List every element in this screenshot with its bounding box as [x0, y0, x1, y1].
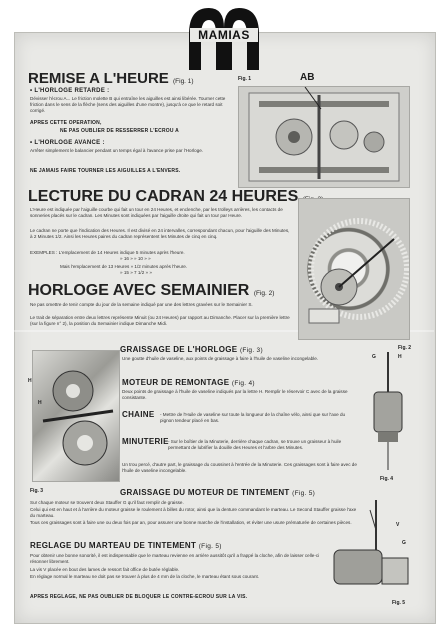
fig2-dial-photo — [298, 198, 410, 340]
graissage-horloge-title-text: GRAISSAGE DE L'HORLOGE — [120, 345, 238, 354]
moteur-remontage-title-text: MOTEUR DE REMONTAGE — [122, 378, 230, 387]
fig3-label-h1: H — [28, 378, 32, 384]
fig3-mechanism-drawing — [33, 351, 119, 481]
tintement-graissage-title — [120, 488, 315, 497]
remise-fig-ref: (Fig. 1) — [172, 78, 194, 85]
graissage-horloge-title — [120, 345, 263, 354]
fig5-label: Fig. 5 — [392, 600, 406, 606]
fig3-label: Fig. 3 — [30, 488, 44, 494]
tintement-graissage-text-1: Sur chaque moteur se trouvent deux Stauffer G qu'il faut remplir de graisse. — [30, 500, 184, 505]
remise-title — [28, 70, 194, 87]
reglage-marteau-title-text: REGLAGE DU MARTEAU DE TINTEMENT — [30, 541, 197, 550]
fig5-label-g: G — [402, 540, 406, 546]
graissage-horloge-fig-ref: (Fig. 3) — [239, 347, 263, 354]
fig5-hammer-motor-drawing — [330, 500, 414, 596]
fig4-label-h: H — [398, 354, 402, 360]
fig1-mechanism-drawing — [239, 87, 409, 187]
fig1-clock-mechanism-photo — [238, 86, 410, 188]
tintement-graissage-text-3: Tous ces graissages sont à faire une ou deux fois par an, pour assurer une bonne marche de l'installation, et éviter une usure prématurée de certaines pièces. — [30, 520, 352, 525]
cadran-example-3: Mais l'emplacement de 13 Heures » 1/2 minutes après l'heure. — [60, 264, 188, 269]
minuterie-title: MINUTERIE — [122, 437, 169, 446]
fig4-label: Fig. 4 — [380, 476, 394, 482]
fig2-dial-drawing — [299, 199, 409, 339]
chaine-title: CHAINE — [122, 410, 155, 419]
fig4-motor-svg — [368, 352, 408, 472]
cadran-example-4: » 15 » 7 1/2 » » — [120, 270, 152, 275]
avance-text: Arrêter simplement le balancier pendant un temps égal à l'avance prise par l'Horloge. — [30, 148, 204, 153]
cadran-title — [28, 188, 323, 206]
reglage-marteau-text-2: La vis V placée en bout des lames de ressort fait office de butée réglable. — [30, 567, 180, 572]
avance-heading: • L'HORLOGE AVANCE : — [30, 140, 105, 146]
cadran-text-1: L'Heure est indiquée par l'aiguille courbe qui fait un tour en 24 Heures, et enclenche, par les trolleys arrières, les contacts de sonneries placés sur le cadran. Les Minutes sont indiquées par l'aiguille droite qui fait un tour par Heure. — [30, 207, 283, 218]
semainier-text-2: Le trait de séparation entre deux lettres représente Minuit (ou 24 Heures) par rapport au Dimanche. Placer sur la première lettre (sur la figure n° 2), la position du Semainier indique Dimanche Midi. — [30, 315, 290, 326]
tintement-graissage-fig-ref: (Fig. 5) — [292, 490, 316, 497]
cadran-title-text: LECTURE DU CADRAN 24 HEURES — [28, 188, 299, 205]
minuterie-text: - Sur le boîtier de la Minuterie, derrière chaque cadran, se trouve un graisseur à huile permettant de lubrifier la douille des Heures et l'arbre des Minutes. — [168, 439, 342, 450]
cadran-example-2: » 16 » » 10 » » — [120, 256, 151, 261]
fig4-label-g: G — [372, 354, 376, 360]
reglage-marteau-fig-ref: (Fig. 5) — [198, 543, 222, 550]
reglage-apres: APRES REGLAGE, NE PAS OUBLIER DE BLOQUER LE CONTRE-ECROU SUR LA VIS. — [30, 594, 248, 600]
apres-operation: APRES CETTE OPERATION, — [30, 120, 102, 126]
resserrer-ecrou: NE PAS OUBLIER DE RESSERRER L'ECROU A — [60, 128, 179, 134]
tintement-graissage-text-2: Celui qui est en haut et à l'arrière du moteur graisse le roulement à billes du rotor, ainsi que la denture commandant le marteau. Le Second Stauffer graisse l'axe du marteau. — [30, 507, 357, 518]
retarde-text: Dévisser l'écrou A... Le friction molette B qui entraîne les aiguilles est ainsi libérée. Tourner cette friction dans le sens de la flèche (sens des aiguilles d'une montre), jusqu'à ce que le retard soit corrigé. — [30, 96, 226, 113]
retarde-heading: • L'HORLOGE RETARDE : — [30, 88, 110, 94]
cadran-example-1: EXEMPLES : L'emplacement de 14 Heures indique 5 minutes après l'heure. — [30, 250, 185, 255]
chaine-text: - Mettre de l'Huile de vaseline sur toute la longueur de la chaîne vélo, ainsi que sur l'axe du pignon tendeur placé en bas. — [160, 412, 346, 423]
cadran-text-2: Le cadran ne porte que l'indication des Heures. Il est divisé en 24 intervalles, correspondant chacun, pour l'aiguille des Minutes, à 2 Minutes 1/2. Ainsi les Heures paires du cadran représentent les Minutes de cinq en cinq. — [30, 228, 290, 239]
fig1-label: Fig. 1 — [238, 76, 252, 82]
reglage-marteau-text-3: En réglage normal le marteau ne doit pas se trouver à plus de 4 mm de la cloche, le marteau étant sous courant. — [30, 574, 260, 579]
fig3-mechanism-photo — [32, 350, 120, 482]
semainier-text-1: Ne pas omettre de tenir compte du jour de la semaine indiqué par une des lettres gravées sur le Semainier S. — [30, 302, 253, 307]
fig2-label: Fig. 2 — [398, 345, 412, 351]
moteur-remontage-fig-ref: (Fig. 4) — [231, 380, 255, 387]
semainier-fig-ref: (Fig. 2) — [253, 290, 275, 297]
fig4-motor-drawing — [368, 352, 408, 472]
semainier-title-text: HORLOGE AVEC SEMAINIER — [28, 282, 250, 299]
jamais-envers: NE JAMAIS FAIRE TOURNER LES AIGUILLES A L'ENVERS. — [30, 168, 181, 174]
logo-wordmark: MAMIAS — [190, 28, 258, 42]
reglage-marteau-title — [30, 541, 222, 550]
moteur-remontage-title — [122, 378, 255, 387]
remise-title-text: REMISE A L'HEURE — [28, 70, 169, 87]
fig5-label-v: V — [396, 522, 400, 528]
semainier-title — [28, 282, 274, 300]
tintement-graissage-title-text: GRAISSAGE DU MOTEUR DE TINTEMENT — [120, 488, 290, 497]
fig5-motor-svg — [330, 500, 414, 596]
minuterie-text-2: Un trou percé, d'autre part, le graissage du coussinet à l'entrée de la Minuterie. Ces graissages sont à faire avec de l'huile de vaseline incongelable. — [122, 462, 357, 473]
fig3-label-h2: H — [38, 400, 42, 406]
ab-label: AB — [300, 72, 315, 83]
graissage-horloge-text: Une goutte d'huile de vaseline, aux points de graissage à faire à l'huile de vaseline incongelable. — [122, 356, 319, 361]
moteur-remontage-text: Deux points de graissage à l'huile de vaseline indiqués par la lettre H. Remplir le réservoir C avec de la graisse consistante. — [122, 389, 348, 400]
reglage-marteau-text-1: Pour obtenir une bonne sonorité, il est indispensable que le marteau revienne en arrière aussitôt qu'il a frappé la cloche, afin de laisser celle-ci résonner librement. — [30, 553, 320, 564]
